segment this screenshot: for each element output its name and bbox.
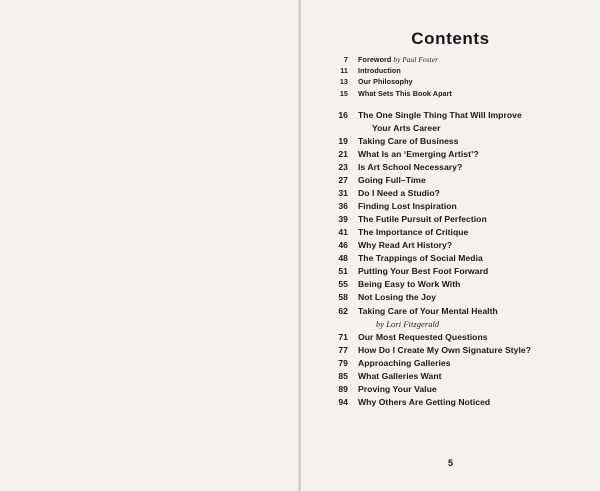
toc-entry-page-number: 16 <box>338 109 348 120</box>
toc-entry-page-number: 77 <box>338 344 348 355</box>
spine-center-line <box>299 0 300 491</box>
toc-entry-title: Finding Lost Inspiration <box>358 201 457 212</box>
folio-page-number: 5 <box>447 458 453 468</box>
toc-entry[interactable] <box>301 357 600 370</box>
toc-entry[interactable] <box>301 65 600 76</box>
toc-entry-body <box>358 331 600 344</box>
toc-entry-body <box>358 278 600 291</box>
toc-entry-page-number: 79 <box>338 357 348 368</box>
toc-entry[interactable] <box>301 344 600 357</box>
toc-entry-page-number: 94 <box>338 396 348 407</box>
toc-entry-title: Not Losing the Joy <box>358 292 437 303</box>
toc-entry-title: Do I Need a Studio? <box>358 188 440 199</box>
left-blank-page <box>0 0 299 491</box>
toc-entry-page-number: 31 <box>338 188 348 199</box>
toc-entry-page-number: 41 <box>338 227 348 238</box>
toc-entry[interactable] <box>301 305 600 331</box>
toc-entry[interactable] <box>301 187 600 200</box>
toc-entry[interactable] <box>301 331 600 344</box>
toc-entry[interactable] <box>301 109 600 135</box>
toc-entry-body <box>358 252 600 265</box>
toc-entry-title: Going Full–Time <box>358 175 426 186</box>
toc-entry[interactable] <box>301 200 600 213</box>
toc-entry-body <box>358 396 600 409</box>
chapter-group <box>301 109 600 409</box>
toc-entry-page-number: 39 <box>338 214 348 225</box>
toc-entry-body <box>358 54 600 65</box>
toc-entry-title: Approaching Galleries <box>358 357 451 368</box>
toc-entry-title: Introduction <box>358 66 401 76</box>
toc-entry-title: The Futile Pursuit of Perfection <box>358 214 487 225</box>
toc-entry[interactable] <box>301 278 600 291</box>
toc-entry-page-number: 51 <box>338 266 348 277</box>
toc-entry-body <box>358 109 600 135</box>
toc-entry[interactable] <box>301 54 600 65</box>
toc-entry-page-number: 11 <box>340 66 348 76</box>
toc-entry[interactable] <box>301 252 600 265</box>
toc-entry-body <box>358 148 600 161</box>
toc-entry-title: Foreword by Paul Foster <box>358 55 439 64</box>
toc-entry-title: Why Read Art History? <box>358 240 453 251</box>
toc-entry[interactable] <box>301 88 600 99</box>
toc-entry-page-number: 71 <box>338 331 348 342</box>
toc-entry-page-number: 15 <box>339 88 348 98</box>
toc-entry[interactable] <box>301 148 600 161</box>
toc-entry[interactable] <box>301 291 600 304</box>
toc-entry-body <box>358 383 600 396</box>
page-title: Contents <box>411 29 490 48</box>
toc-entry-body <box>358 265 600 278</box>
toc-entry-page-number: 55 <box>338 279 348 290</box>
toc-entry[interactable] <box>301 383 600 396</box>
toc-entry-title: What Galleries Want <box>358 370 442 381</box>
toc-entry[interactable] <box>301 161 600 174</box>
toc-entry-page-number: 48 <box>338 253 348 264</box>
toc-entry-body <box>358 291 600 304</box>
toc-entry-body <box>358 174 600 187</box>
toc-entry-body <box>358 161 600 174</box>
toc-entry[interactable] <box>301 226 600 239</box>
toc-entry-body <box>358 344 600 357</box>
toc-entry-body <box>358 187 600 200</box>
toc-entry-title: Why Others Are Getting Noticed <box>358 396 491 407</box>
toc-entry-page-number: 23 <box>338 162 348 172</box>
toc-entry-body <box>358 213 600 226</box>
toc-entry[interactable] <box>301 213 600 226</box>
toc-entry-body <box>358 305 600 331</box>
toc-entry-title: Our Most Requested Questions <box>358 331 488 342</box>
toc-entry-title: What Is an ‘Emerging Artist’? <box>358 148 479 159</box>
toc-entry[interactable] <box>301 76 600 87</box>
toc-entry-title: Proving Your Value <box>358 383 437 394</box>
toc-entry-page-number: 58 <box>338 292 348 303</box>
toc-entry-page-number: 27 <box>338 175 348 186</box>
toc-entry-page-number: 62 <box>338 305 348 316</box>
toc-entry-title: What Sets This Book Apart <box>358 88 452 98</box>
toc-entry-byline: by Lori Fitzgerald <box>376 319 440 329</box>
toc-entry-page-number: 36 <box>338 201 348 212</box>
front-matter-group <box>301 54 600 99</box>
toc-entry[interactable] <box>301 370 600 383</box>
toc-entry-body <box>358 65 600 76</box>
toc-entry-body <box>358 357 600 370</box>
toc-entry-title: Being Easy to Work With <box>358 279 461 290</box>
toc-entry-title: Our Philosophy <box>358 77 413 87</box>
toc-entry-body <box>358 88 600 99</box>
toc-entry-page-number: 89 <box>338 383 348 394</box>
toc-entry[interactable] <box>301 174 600 187</box>
toc-entry[interactable] <box>301 239 600 252</box>
toc-entry-title: Is Art School Necessary? <box>358 162 463 172</box>
toc-entry-title: Taking Care of Your Mental Health <box>358 305 498 316</box>
toc-entry-page-number: 46 <box>338 240 348 251</box>
toc-entry[interactable] <box>301 265 600 278</box>
toc-entry-byline: by Paul Foster <box>391 55 439 64</box>
toc-entry-title: How Do I Create My Own Signature Style? <box>358 344 531 355</box>
toc-entry-body <box>358 135 600 148</box>
toc-entry-body <box>358 226 600 239</box>
toc-entry-page-number: 21 <box>338 148 348 159</box>
toc-entry-title-continuation: Your Arts Career <box>372 122 441 133</box>
toc-entry-page-number: 85 <box>338 370 348 381</box>
toc-entry-body <box>358 239 600 252</box>
toc-entry-body <box>358 76 600 87</box>
toc-entry-page-number: 7 <box>343 55 348 64</box>
contents-page <box>301 0 600 491</box>
table-of-contents <box>301 54 600 409</box>
toc-entry-page-number: 19 <box>338 135 348 146</box>
toc-entry-page-number: 13 <box>339 77 348 87</box>
toc-entry[interactable] <box>301 135 600 148</box>
toc-entry-title: Taking Care of Business <box>358 135 459 146</box>
toc-entry-title: Putting Your Best Foot Forward <box>358 266 489 277</box>
toc-entry[interactable] <box>301 396 600 409</box>
toc-entry-body <box>358 200 600 213</box>
toc-entry-title: The One Single Thing That Will Improve <box>358 109 522 120</box>
toc-entry-title: The Importance of Critique <box>358 227 469 238</box>
toc-entry-body <box>358 370 600 383</box>
toc-entry-title: The Trappings of Social Media <box>358 253 483 264</box>
